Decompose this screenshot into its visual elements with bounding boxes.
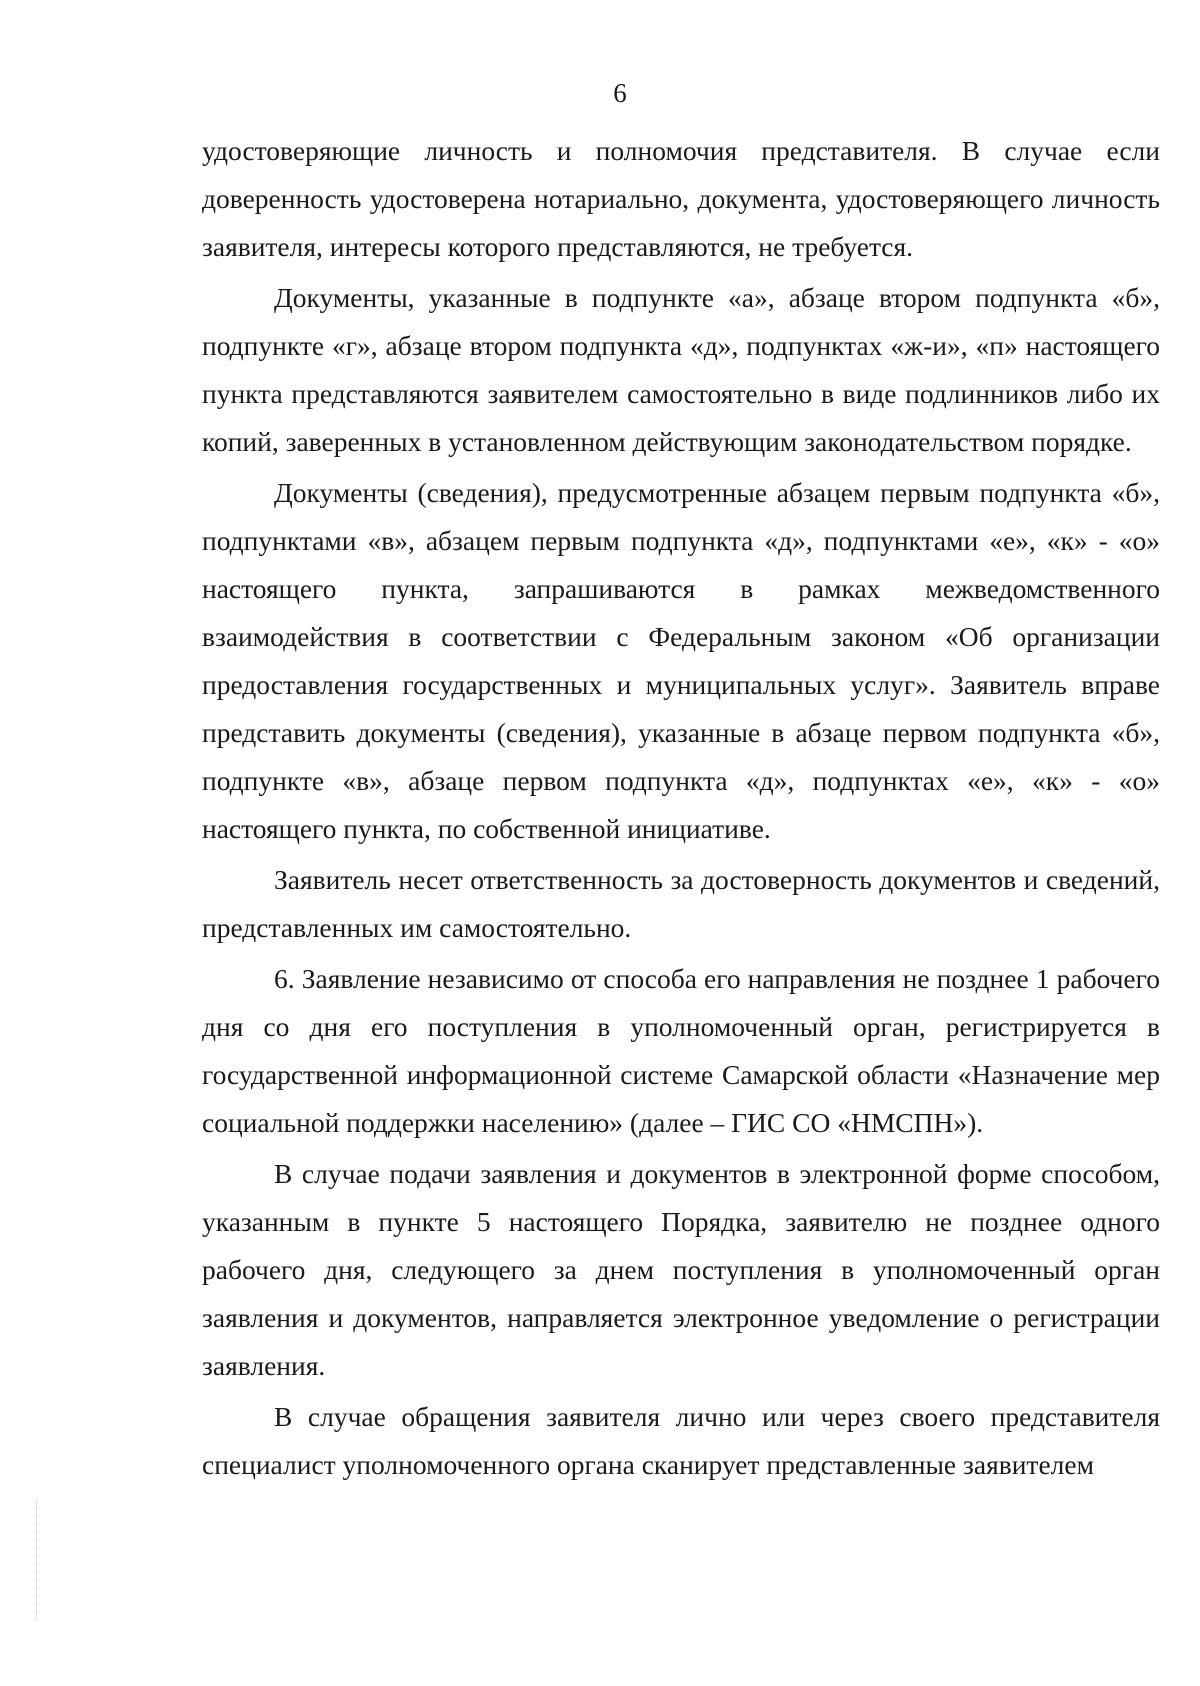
- paragraph-interagency-requests: Документы (сведения), предусмотренные абзацем первым подпункта «б», подпунктами «в», абзацем первым подпункта «д», подпунктами «е», «к» - «о» настоящего пункта, запрашиваются в рамках межведомственного взаимодействия в соответствии с Федеральным законом «Об организации предоставления государственных и муниципальных услуг». Заявитель вправе представить документы (сведения), указанные в абзаце первом подпункта «б», подпункте «в», абзаце первом подпункта «д», подпунктах «е», «к» - «о» настоящего пункта, по собственной инициативе.: [202, 477, 1160, 844]
- paragraph-applicant-responsibility: Заявитель несет ответственность за достоверность документов и сведений, представленных им самостоятельно.: [202, 864, 1160, 943]
- paragraph-documents-self-submitted: Документы, указанные в подпункте «а», абзаце втором подпункта «б», подпункте «г», абзаце втором подпункта «д», подпунктах «ж-и», «п» настоящего пункта представляются заявителем самостоятельно в виде подлинников либо их копий, заверенных в установленном действующим законодательством порядке.: [202, 282, 1160, 457]
- paragraph-item-6-registration: 6. Заявление независимо от способа его направления не позднее 1 рабочего дня со дня его поступления в уполномоченный орган, регистрируется в государственной информационной системе Самарской области «Назначение мер социальной поддержки населению» (далее – ГИС СО «НМСПН»).: [202, 963, 1160, 1138]
- document-body: [202, 127, 1160, 1491]
- scan-artifact: [36, 1500, 41, 1620]
- paragraph-electronic-notification: В случае подачи заявления и документов в электронной форме способом, указанным в пункте 5 настоящего Порядка, заявителю не позднее одного рабочего дня, следующего за днем поступления в уполномоченный орган заявления и документов, направляется электронное уведомление о регистрации заявления.: [202, 1158, 1160, 1381]
- paragraph-representative-docs: удостоверяющие личность и полномочия представителя. В случае если доверенность удостоверена нотариально, документа, удостоверяющего личность заявителя, интересы которого представляются, не требуется.: [202, 135, 1160, 262]
- page-number: 6: [613, 78, 627, 108]
- paragraph-in-person-scanning: В случае обращения заявителя лично или через своего представителя специалист уполномоченного органа сканирует представленные заявителем: [202, 1401, 1160, 1480]
